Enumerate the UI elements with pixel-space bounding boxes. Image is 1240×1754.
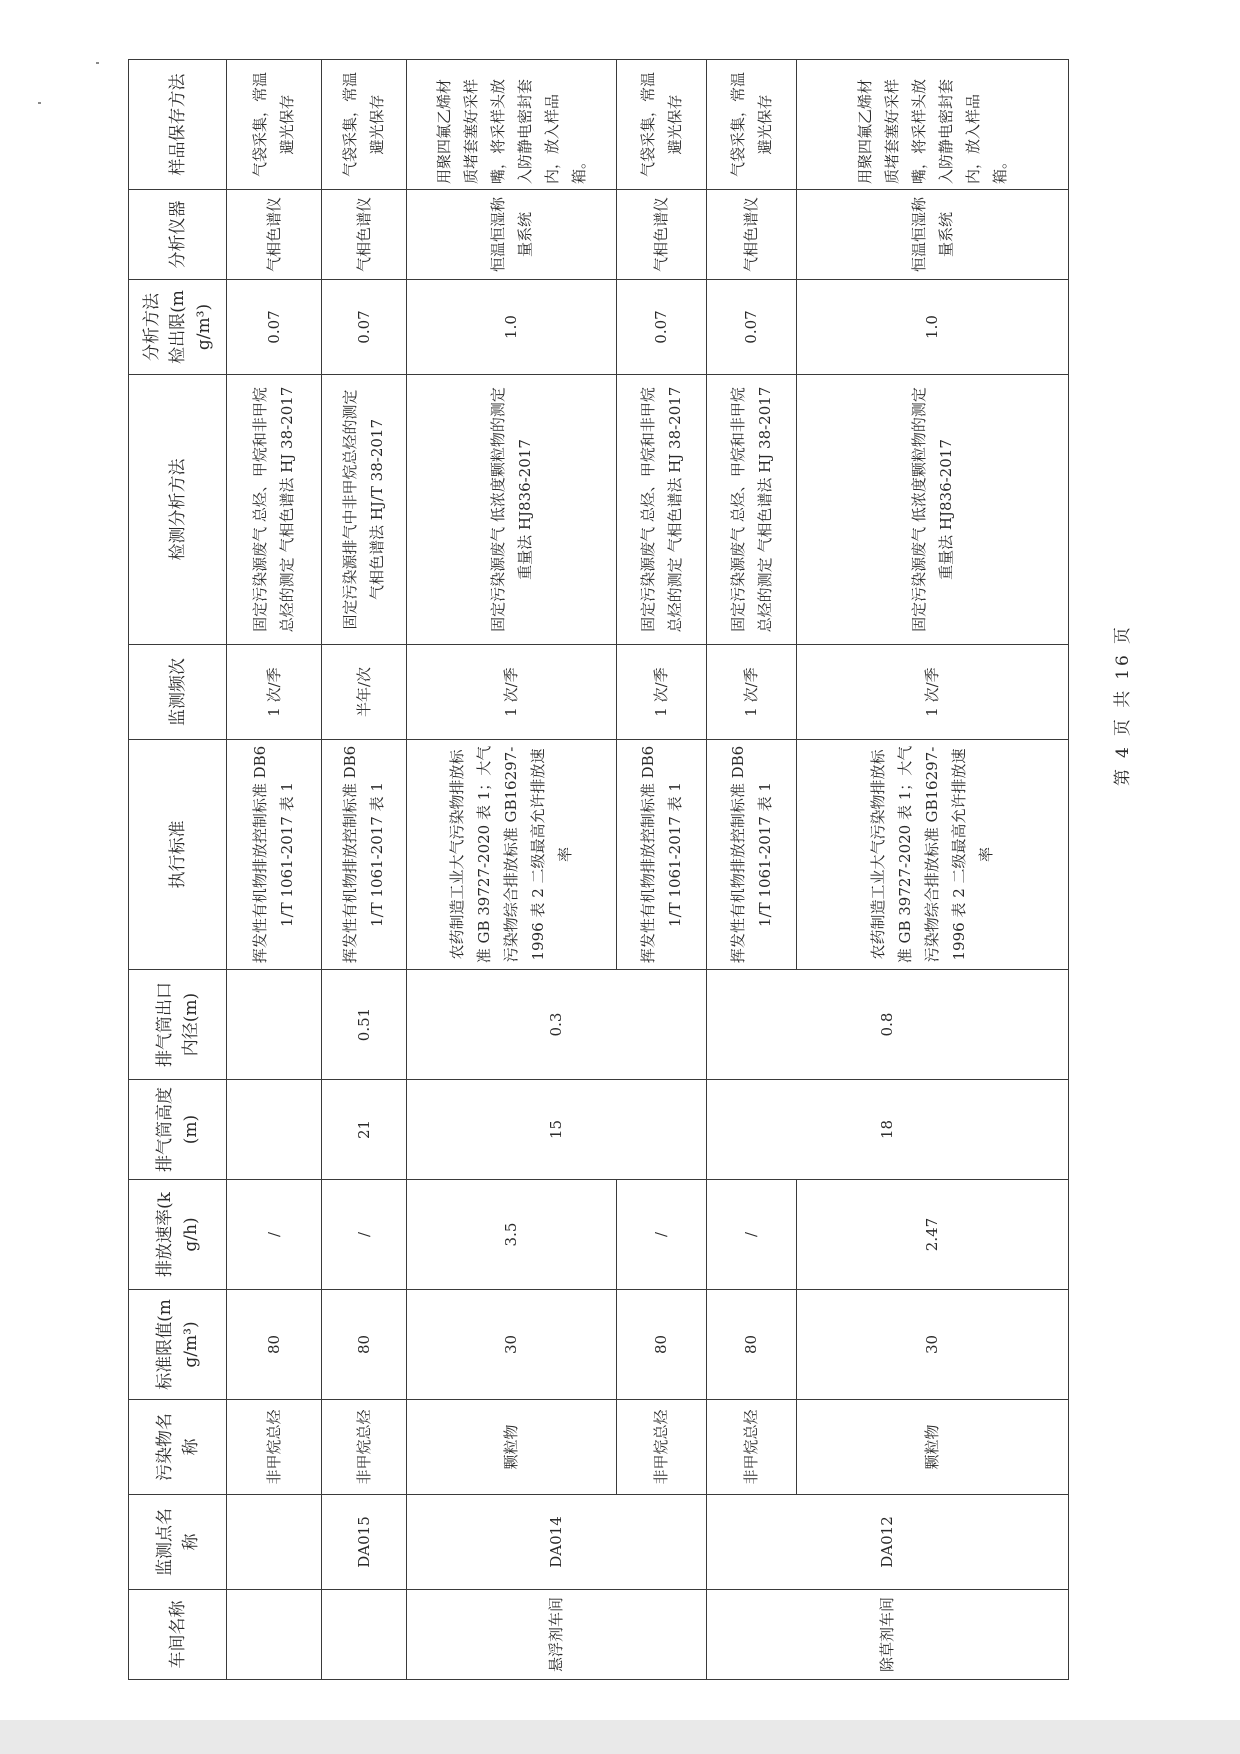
limit-cell: 80 xyxy=(322,1290,407,1400)
instrument-cell: 气相色谱仪 xyxy=(707,190,797,280)
table-row xyxy=(322,60,407,1680)
table-row xyxy=(407,60,617,1680)
scan-speck xyxy=(96,62,99,64)
storage-cell: 气袋采集，常温避光保存 xyxy=(707,60,797,190)
limit-cell: 80 xyxy=(707,1290,797,1400)
frequency-cell: 1 次/季 xyxy=(797,645,1069,740)
standard-cell: 挥发性有机物排放控制标准 DB61/T 1061-2017 表 1 xyxy=(227,740,322,970)
workshop-cell: 悬浮剂车间 xyxy=(407,1590,707,1680)
frequency-cell: 1 次/季 xyxy=(617,645,707,740)
limit-cell: 30 xyxy=(797,1290,1069,1400)
header-rate: 排放速率(kg/h) xyxy=(129,1180,227,1290)
method-cell: 固定污染源废气 总烃、甲烷和非甲烷总烃的测定 气相色谱法 HJ 38-2017 xyxy=(617,375,707,645)
instrument-cell: 恒温恒湿称量系统 xyxy=(797,190,1069,280)
storage-cell: 用聚四氟乙烯材质堵套塞好采样嘴，将采样头放入防静电密封套内，放入样品箱。 xyxy=(407,60,617,190)
point-cell xyxy=(227,1495,322,1590)
detection-limit-cell: 0.07 xyxy=(227,280,322,375)
rate-cell: 2.47 xyxy=(797,1180,1069,1290)
header-row xyxy=(129,60,227,1680)
workshop-cell xyxy=(322,1590,407,1680)
detection-limit-cell: 0.07 xyxy=(707,280,797,375)
storage-cell: 气袋采集，常温避光保存 xyxy=(617,60,707,190)
height-cell xyxy=(227,1080,322,1180)
frequency-cell: 半年/次 xyxy=(322,645,407,740)
scan-speck xyxy=(38,102,41,104)
diameter-cell: 0.8 xyxy=(707,970,1069,1080)
diameter-cell: 0.51 xyxy=(322,970,407,1080)
detection-limit-cell: 0.07 xyxy=(617,280,707,375)
table-row xyxy=(617,60,707,1680)
detection-limit-cell: 1.0 xyxy=(797,280,1069,375)
rate-cell: / xyxy=(617,1180,707,1290)
instrument-cell: 气相色谱仪 xyxy=(617,190,707,280)
page-suffix: 页 xyxy=(1113,624,1133,645)
table-row xyxy=(797,60,1069,1680)
pollutant-cell: 颗粒物 xyxy=(797,1400,1069,1495)
instrument-cell: 恒温恒湿称量系统 xyxy=(407,190,617,280)
header-standard: 执行标准 xyxy=(129,740,227,970)
header-method: 检测分析方法 xyxy=(129,375,227,645)
detection-limit-cell: 0.07 xyxy=(322,280,407,375)
header-height: 排气筒高度(m) xyxy=(129,1080,227,1180)
table-row xyxy=(707,60,797,1680)
header-diameter: 排气筒出口内径(m) xyxy=(129,970,227,1080)
limit-cell: 30 xyxy=(407,1290,617,1400)
method-cell: 固定污染源废气 总烃、甲烷和非甲烷总烃的测定 气相色谱法 HJ 38-2017 xyxy=(707,375,797,645)
diameter-cell: 0.3 xyxy=(407,970,707,1080)
height-cell: 15 xyxy=(407,1080,707,1180)
point-cell: DA012 xyxy=(707,1495,1069,1590)
page-prefix: 第 xyxy=(1113,766,1133,786)
detection-limit-cell: 1.0 xyxy=(407,280,617,375)
header-storage: 样品保存方法 xyxy=(129,60,227,190)
height-cell: 21 xyxy=(322,1080,407,1180)
storage-cell: 气袋采集，常温避光保存 xyxy=(322,60,407,190)
page-total: 16 xyxy=(1113,652,1133,680)
page-middle: 页 共 xyxy=(1113,687,1133,737)
rotated-table-container xyxy=(128,60,1068,1680)
frequency-cell: 1 次/季 xyxy=(407,645,617,740)
diameter-cell xyxy=(227,970,322,1080)
method-cell: 固定污染源废气 低浓度颗粒物的测定 重量法 HJ836-2017 xyxy=(407,375,617,645)
instrument-cell: 气相色谱仪 xyxy=(227,190,322,280)
standard-cell: 挥发性有机物排放控制标准 DB61/T 1061-2017 表 1 xyxy=(707,740,797,970)
pollutant-cell: 非甲烷总烃 xyxy=(617,1400,707,1495)
point-cell: DA015 xyxy=(322,1495,407,1590)
rate-cell: / xyxy=(707,1180,797,1290)
workshop-cell xyxy=(227,1590,322,1680)
page-number xyxy=(1108,620,1133,790)
storage-cell: 气袋采集，常温避光保存 xyxy=(227,60,322,190)
standard-cell: 农药制造工业大气污染物排放标准 GB 39727-2020 表 1；大气污染物综合排放标准 GB16297-1996 表 2 二级最高允许排放速率 xyxy=(407,740,617,970)
rate-cell: / xyxy=(227,1180,322,1290)
height-cell: 18 xyxy=(707,1080,1069,1180)
header-instrument: 分析仪器 xyxy=(129,190,227,280)
frequency-cell: 1 次/季 xyxy=(707,645,797,740)
rate-cell: 3.5 xyxy=(407,1180,617,1290)
standard-cell: 农药制造工业大气污染物排放标准 GB 39727-2020 表 1；大气污染物综合排放标准 GB16297-1996 表 2 二级最高允许排放速率 xyxy=(797,740,1069,970)
instrument-cell: 气相色谱仪 xyxy=(322,190,407,280)
method-cell: 固定污染源废气 总烃、甲烷和非甲烷总烃的测定 气相色谱法 HJ 38-2017 xyxy=(227,375,322,645)
page-current: 4 xyxy=(1113,744,1133,758)
header-detection-limit: 分析方法检出限(mg/m³) xyxy=(129,280,227,375)
limit-cell: 80 xyxy=(227,1290,322,1400)
pollutant-cell: 非甲烷总烃 xyxy=(707,1400,797,1495)
workshop-cell: 除草剂车间 xyxy=(707,1590,1069,1680)
storage-cell: 用聚四氟乙烯材质堵套塞好采样嘴，将采样头放入防静电密封套内，放入样品箱。 xyxy=(797,60,1069,190)
monitoring-plan-table xyxy=(128,59,1069,1680)
header-workshop: 车间名称 xyxy=(129,1590,227,1680)
limit-cell: 80 xyxy=(617,1290,707,1400)
scan-bottom-edge xyxy=(0,1720,1240,1754)
frequency-cell: 1 次/季 xyxy=(227,645,322,740)
header-frequency: 监测频次 xyxy=(129,645,227,740)
header-point: 监测点名称 xyxy=(129,1495,227,1590)
standard-cell: 挥发性有机物排放控制标准 DB61/T 1061-2017 表 1 xyxy=(617,740,707,970)
rate-cell: / xyxy=(322,1180,407,1290)
header-limit: 标准限值(mg/m³) xyxy=(129,1290,227,1400)
standard-cell: 挥发性有机物排放控制标准 DB61/T 1061-2017 表 1 xyxy=(322,740,407,970)
pollutant-cell: 非甲烷总烃 xyxy=(322,1400,407,1495)
point-cell: DA014 xyxy=(407,1495,707,1590)
method-cell: 固定污染源排气中非甲烷总烃的测定 气相色谱法 HJ/T 38-2017 xyxy=(322,375,407,645)
table-row xyxy=(227,60,322,1680)
pollutant-cell: 颗粒物 xyxy=(407,1400,617,1495)
header-pollutant: 污染物名称 xyxy=(129,1400,227,1495)
pollutant-cell: 非甲烷总烃 xyxy=(227,1400,322,1495)
method-cell: 固定污染源废气 低浓度颗粒物的测定 重量法 HJ836-2017 xyxy=(797,375,1069,645)
